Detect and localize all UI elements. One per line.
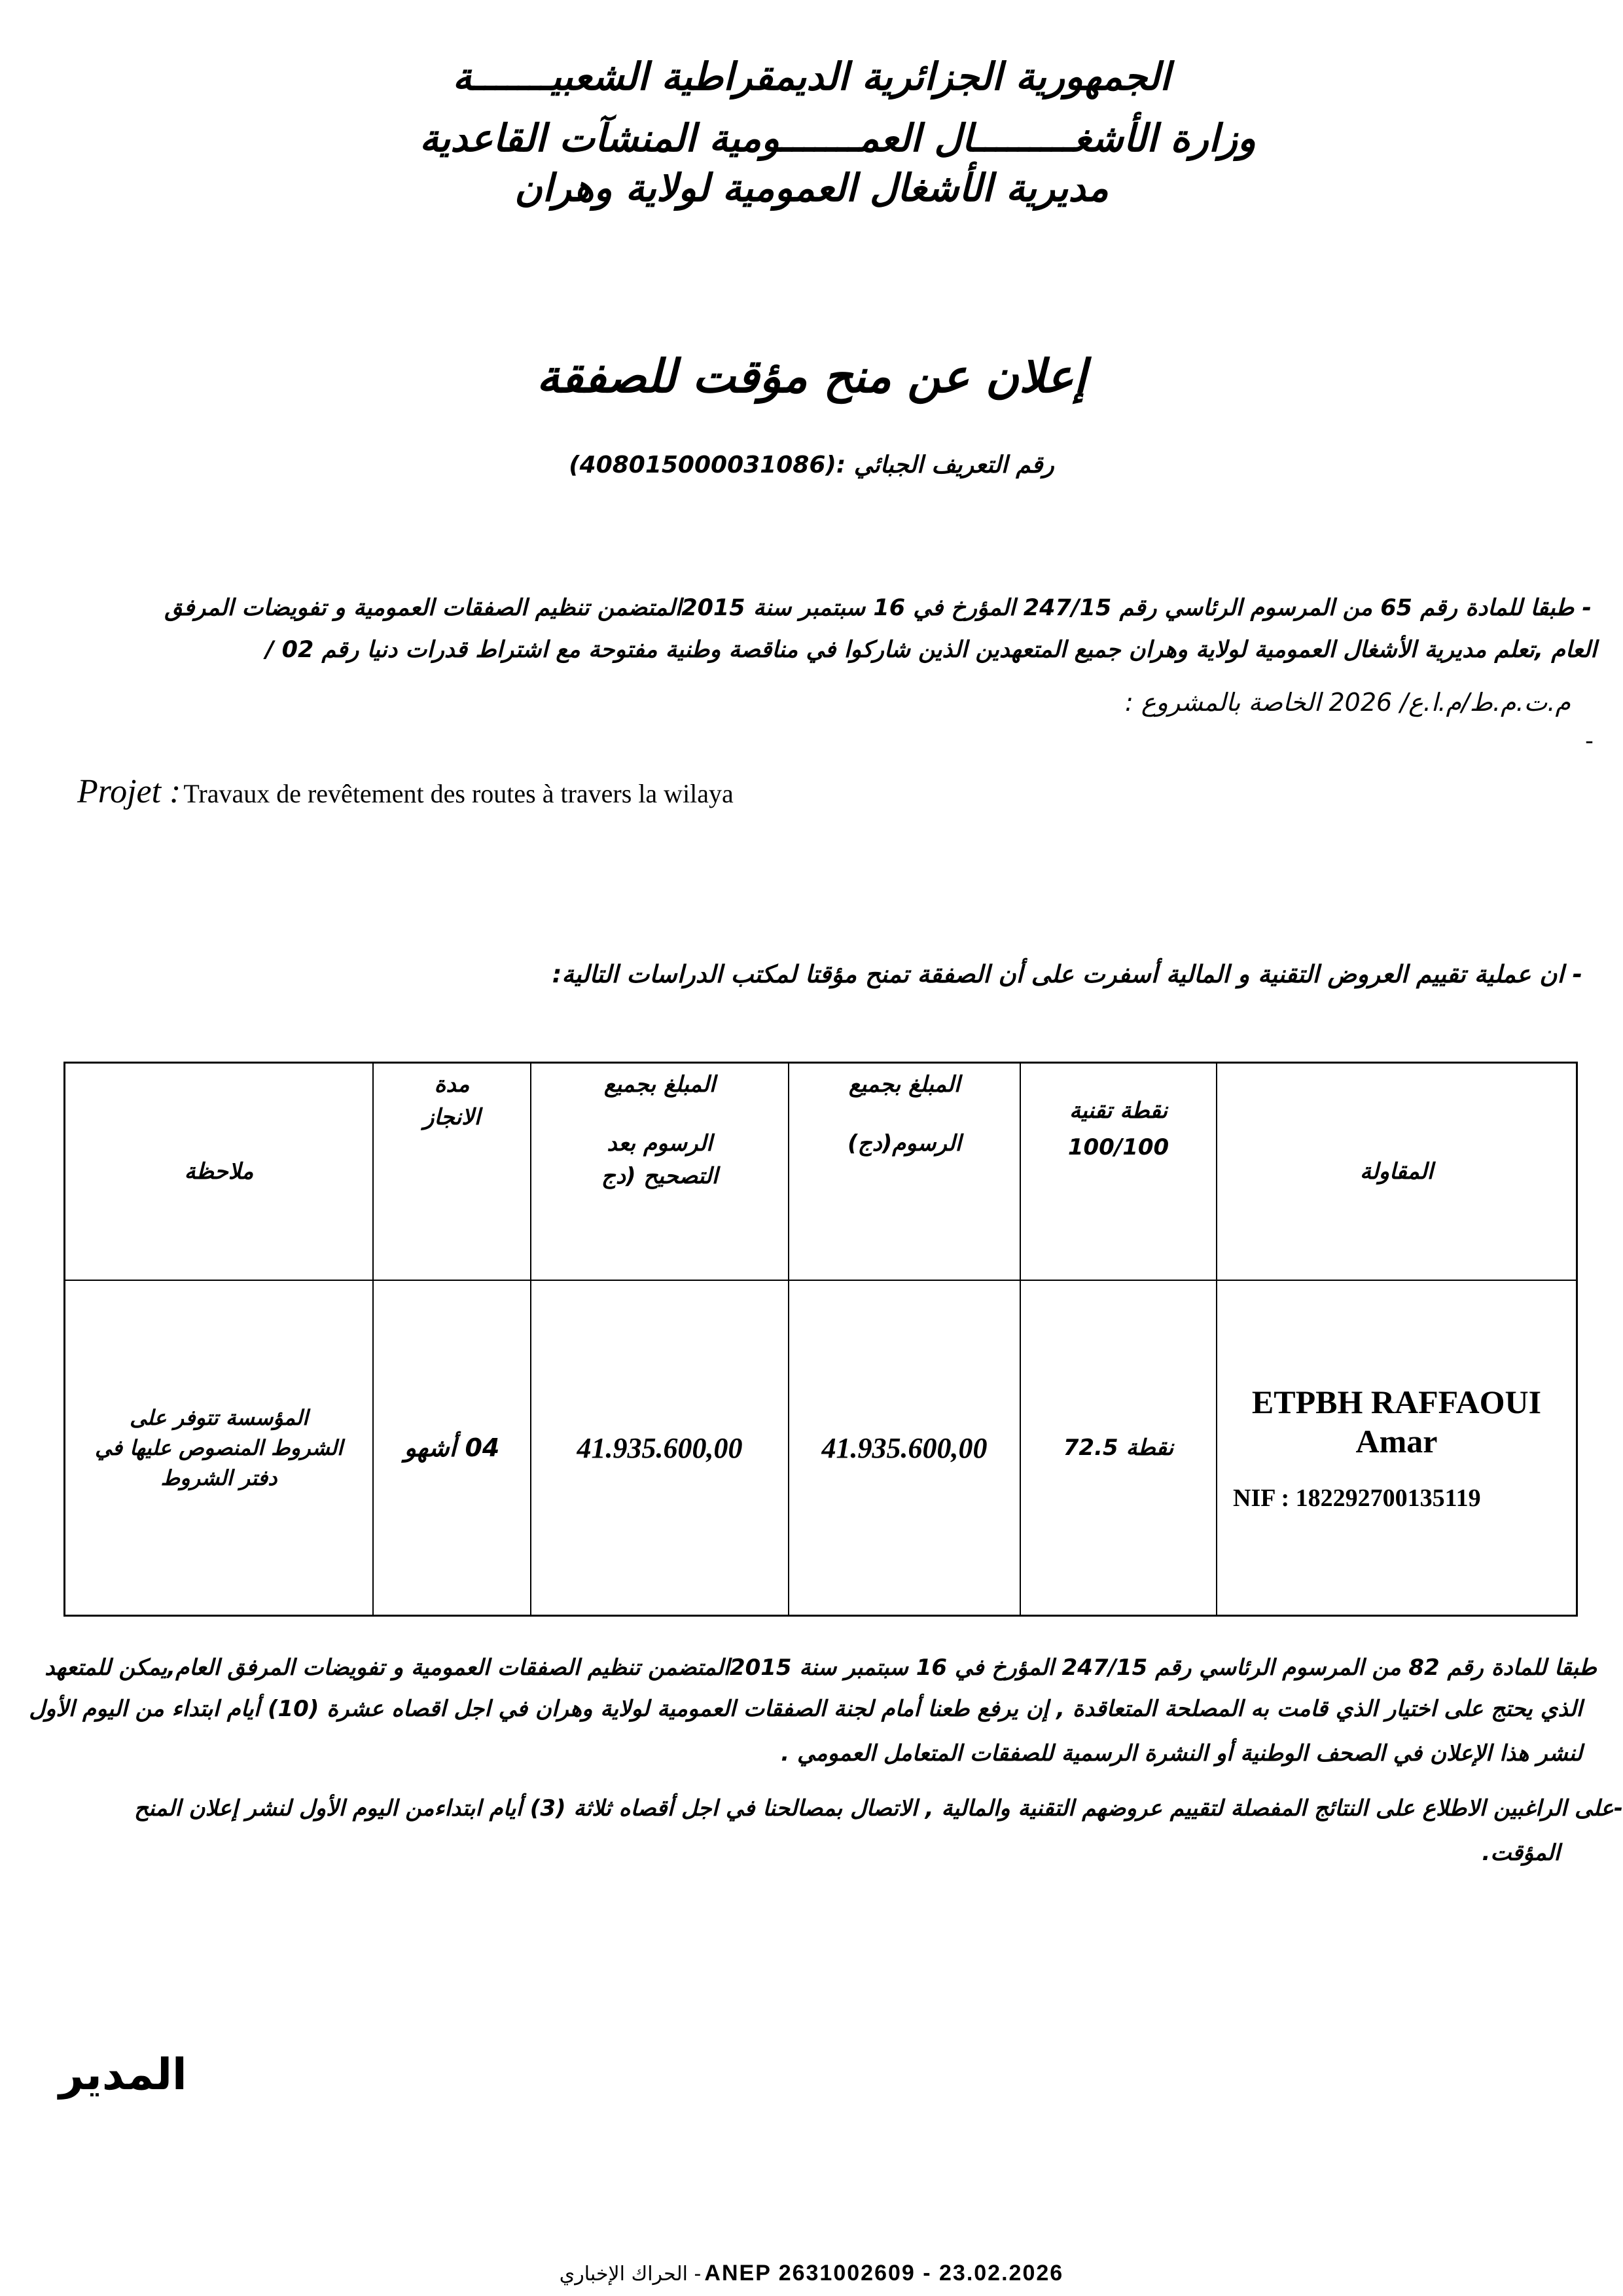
intro-line-1: - طبقا للمادة رقم 65 من المرسوم الرئاسي رقم 247/15 المؤرخ في 16 سبتمبر سنة 2015المتضمن تنظيم الصفقات العمومية و تفويضات المرفق	[164, 595, 1592, 621]
company-name: ETPBH RAFFAOUI	[1251, 1384, 1542, 1420]
company-nif: NIF : 182292700135119	[1233, 1484, 1481, 1512]
appeal-line-1: طبقا للمادة رقم 82 من المرسوم الرئاسي رقم 247/15 المؤرخ في 16 سبتمبر سنة 2015المتضمن تنظيم الصفقات العمومية و تفويضات المرفق العام,يمكن للمتعهد	[45, 1655, 1597, 1681]
footer-ref: ANEP 2631002609 - 23.02.2026	[704, 2261, 1064, 2286]
result-intro: - ان عملية تقييم العروض التقنية و المالية أسفرت على أن الصفقة تمنح مؤقتا لمكتب الدراسات التالية:	[552, 960, 1582, 988]
table-header-row	[65, 1063, 1577, 1281]
project-label: Projet :	[77, 773, 181, 810]
header-ministry: وزارة الأشغـــــــــال العمـــــــومية المنشآت القاعدية	[419, 116, 1256, 160]
footer	[0, 2261, 1623, 2286]
header-duration: مدة الانجاز	[373, 1063, 531, 1281]
intro-line-2: العام ,تعلم مديرية الأشغال العمومية لولاية وهران جميع المتعهدين الذين شاركوا في مناقصة وطنية مفتوحة مع اشتراط قدرات دنيا رقم 02 /	[265, 637, 1597, 663]
cell-amount-corrected: 41.935.600,00	[531, 1280, 789, 1616]
table-row	[65, 1280, 1577, 1616]
intro-dash: -	[1585, 728, 1594, 755]
intro-line-3: م.ت.م.ط/م.ا.ع/ 2026 الخاصة بالمشروع :	[1124, 688, 1571, 717]
page-title: إعلان عن منح مؤقت للصفقة	[536, 350, 1087, 403]
header-remark: ملاحظة	[65, 1063, 374, 1281]
cell-remark: المؤسسة تتوفر على الشروط المنصوص عليها في دفتر الشروط	[65, 1280, 374, 1616]
signature-director: المدير	[59, 2049, 187, 2100]
tax-id: رقم التعريف الجبائي :(408015000031086)	[569, 452, 1054, 478]
appeal-line-3: لنشر هذا الإعلان في الصحف الوطنية أو النشرة الرسمية للصفقات المتعامل العمومي .	[781, 1740, 1582, 1767]
award-table	[63, 1062, 1578, 1617]
appeal-line-2: الذي يحتج على اختيار الذي قامت به المصلحة المتعاقدة , إن يرفع طعنا أمام لجنة الصفقات العمومية لولاية وهران في اجل اقصاه عشرة (10) أيام ابتداء من اليوم الأول	[29, 1696, 1582, 1722]
footer-source: - الحراك الإخباري	[559, 2263, 702, 2286]
header-amount-corrected: المبلغ بجميع الرسوم بعد التصحيح (دج	[531, 1063, 789, 1281]
header-directorate: مديرية الأشغال العمومية لولاية وهران	[514, 166, 1109, 210]
company-person: Amar	[1355, 1423, 1438, 1460]
project-value: Travaux de revêtement des routes à travers la wilaya	[183, 779, 734, 808]
project-line	[77, 772, 734, 811]
header-republic: الجمهورية الجزائرية الديمقراطية الشعبيـــــــة	[452, 54, 1171, 99]
header-company: المقاولة	[1217, 1063, 1577, 1281]
cell-company	[1217, 1280, 1577, 1616]
consult-line-2: المؤقت.	[1482, 1840, 1560, 1866]
header-tech-score: نقطة تقنية 100/100	[1020, 1063, 1217, 1281]
consult-line-1: -على الراغبين الاطلاع على النتائج المفصلة لتقييم عروضهم التقنية والمالية , الاتصال بمصالحنا في اجل أقصاه ثلاثة (3) أيام ابتداءمن اليوم الأول لنشر إعلان المنح	[134, 1795, 1623, 1821]
cell-duration: 04 أشهو	[373, 1280, 531, 1616]
cell-tech-score: نقطة 72.5	[1020, 1280, 1217, 1616]
cell-amount: 41.935.600,00	[789, 1280, 1020, 1616]
header-amount: المبلغ بجميع الرسوم(دج)	[789, 1063, 1020, 1281]
